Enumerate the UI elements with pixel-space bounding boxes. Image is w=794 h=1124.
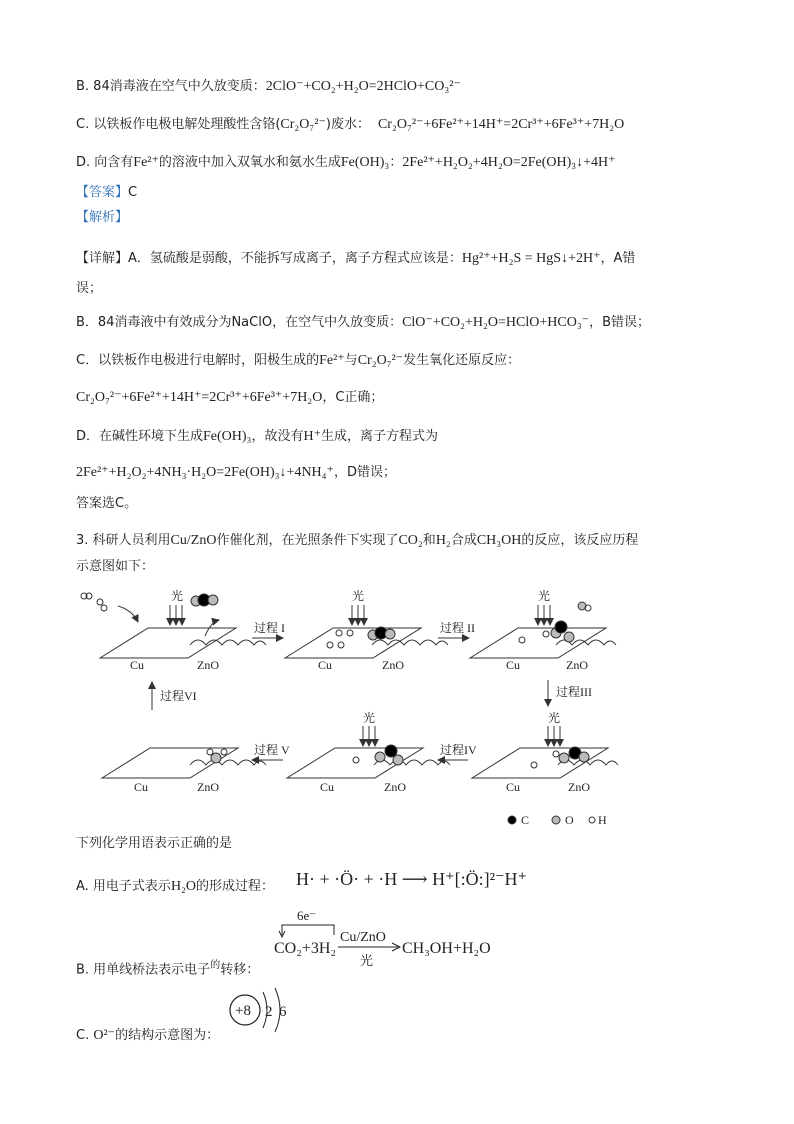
light-label-4: 光 [363,711,376,725]
detail-d-eq-line: 2Fe²⁺+H₂O₂+4NH₃·H₂O=2Fe(OH)₃↓+4NH₄⁺，D错误； [76,465,396,480]
electron-count: 6e⁻ [297,908,317,923]
process-6-label: 过程VI [160,689,197,703]
shell-2-count: 6 [279,1004,287,1020]
process-4-label: 过程IV [440,743,477,757]
nuclear-charge: +8 [235,1003,251,1019]
process-1-label: 过程 I [254,621,285,635]
question-3-line2: 示意图如下： [76,559,155,574]
option-d-line: D. 向含有Fe²⁺的溶液中加入双氧水和氨水生成Fe(OH)₃：2Fe²⁺+H₂O₂+4H₂O=2Fe(OH)₃↓+4H⁺ [76,155,616,170]
detail-a-cont: 误； [76,281,103,296]
option-c-line: C. 以铁板作电极电解处理酸性含铬(Cr₂O₇²⁻)废水： Cr₂O₇²⁻+6Fe²⁺+14H⁺=2Cr³⁺+6Fe³⁺+7H₂O [76,117,625,132]
catalyst-plate-1 [100,628,266,658]
light-condition: 光 [360,953,374,968]
catalyst-plate-4 [102,748,266,778]
shell-1-count: 2 [265,1004,273,1020]
zno-label-5: ZnO [384,780,406,794]
conclusion-line: 答案选C。 [76,496,138,511]
catalyst-plate-6 [472,748,618,778]
question-stem: 下列化学用语表示正确的是 [76,836,233,851]
oxide-ion-structure-diagram [225,985,305,1035]
analysis-label: 【解析】 [76,210,129,225]
process-arrows [118,606,548,760]
light-label-5: 光 [548,711,561,725]
zno-label-1: ZnO [197,658,219,672]
light-label-1: 光 [171,589,184,603]
detail-c-line: C．以铁板作电极进行电解时，阳极生成的Fe²⁺与Cr₂O₇²⁻发生氧化还原反应： [76,353,521,368]
legend-o: O [565,813,574,827]
zno-label-3: ZnO [566,658,588,672]
cu-label-1: Cu [130,658,145,672]
cu-label-4: Cu [134,780,149,794]
light-label-3: 光 [538,589,551,603]
cu-label-3: Cu [506,658,521,672]
option-b2-line: B. 用单线桥法表示电子$^的$转移： [76,960,260,978]
cu-label-6: Cu [506,780,521,794]
reactants: CO₂+3H₂ [274,940,336,957]
process-3-label: 过程III [556,685,592,699]
zno-label-6: ZnO [568,780,590,794]
catalyst-plate-5 [287,748,450,778]
products: CH₃OH+H₂O [402,940,491,957]
detail-c-eq-line: Cr₂O₇²⁻+6Fe²⁺+14H⁺=2Cr³⁺+6Fe³⁺+7H₂O，C正确； [76,390,384,405]
option-d-equation: 2Fe²⁺+H₂O₂+4H₂O=2Fe(OH)₃↓+4H⁺ [402,155,616,170]
catalyst-label: Cu/ZnO [340,930,386,945]
legend-c: C [521,813,530,827]
bridge-line [282,925,334,935]
option-b-line: B. 84消毒液在空气中久放变质：2ClO⁻+CO₂+H₂O=2HClO+CO₃²⁻ [76,79,461,94]
option-a-electron-formula: H· + ·Ö· + ·H ⟶ H⁺[:Ö:]²⁻H⁺ [296,869,527,889]
detail-a-line: 【详解】A．氢硫酸是弱酸，不能拆写成离子，离子方程式应该是：Hg²⁺+H₂S = HgS↓+2H⁺，A错 [76,251,636,266]
cu-label-5: Cu [320,780,335,794]
process-2-label: 过程 II [440,621,475,635]
detail-b-line: B．84消毒液中有效成分为NaClO，在空气中久放变质：ClO⁻+CO₂+H₂O=HClO+HCO₃⁻，B错误； [76,315,651,330]
option-c2-line: C. O²⁻的结构示意图为： [76,1028,220,1043]
process-5-label: 过程 V [254,743,290,757]
question-3-line1: 3. 科研人员利用Cu/ZnO作催化剂，在光照条件下实现了CO₂和H₂合成CH₃OH的反应，该反应历程 [76,533,639,548]
option-b-equation: 2ClO⁻+CO₂+H₂O=2HClO+CO₃²⁻ [265,79,461,94]
option-a-line: A. 用电子式表示H₂O的形成过程： [76,879,275,894]
answer-line: 【答案】C [76,185,138,200]
zno-label-4: ZnO [197,780,219,794]
detail-d-line: D．在碱性环境下生成Fe(OH)₃，故没有H⁺生成，离子方程式为 [76,429,438,444]
reaction-arrow-icon: ⟶ [401,869,433,889]
single-bridge-diagram [270,905,510,975]
catalyst-plate-2 [285,628,448,658]
cu-label-2: Cu [318,658,333,672]
legend-h: H [598,813,607,827]
light-label-2: 光 [352,589,365,603]
zno-label-2: ZnO [382,658,404,672]
option-c-equation: Cr₂O₇²⁻+6Fe²⁺+14H⁺=2Cr³⁺+6Fe³⁺+7H₂O [377,117,625,132]
